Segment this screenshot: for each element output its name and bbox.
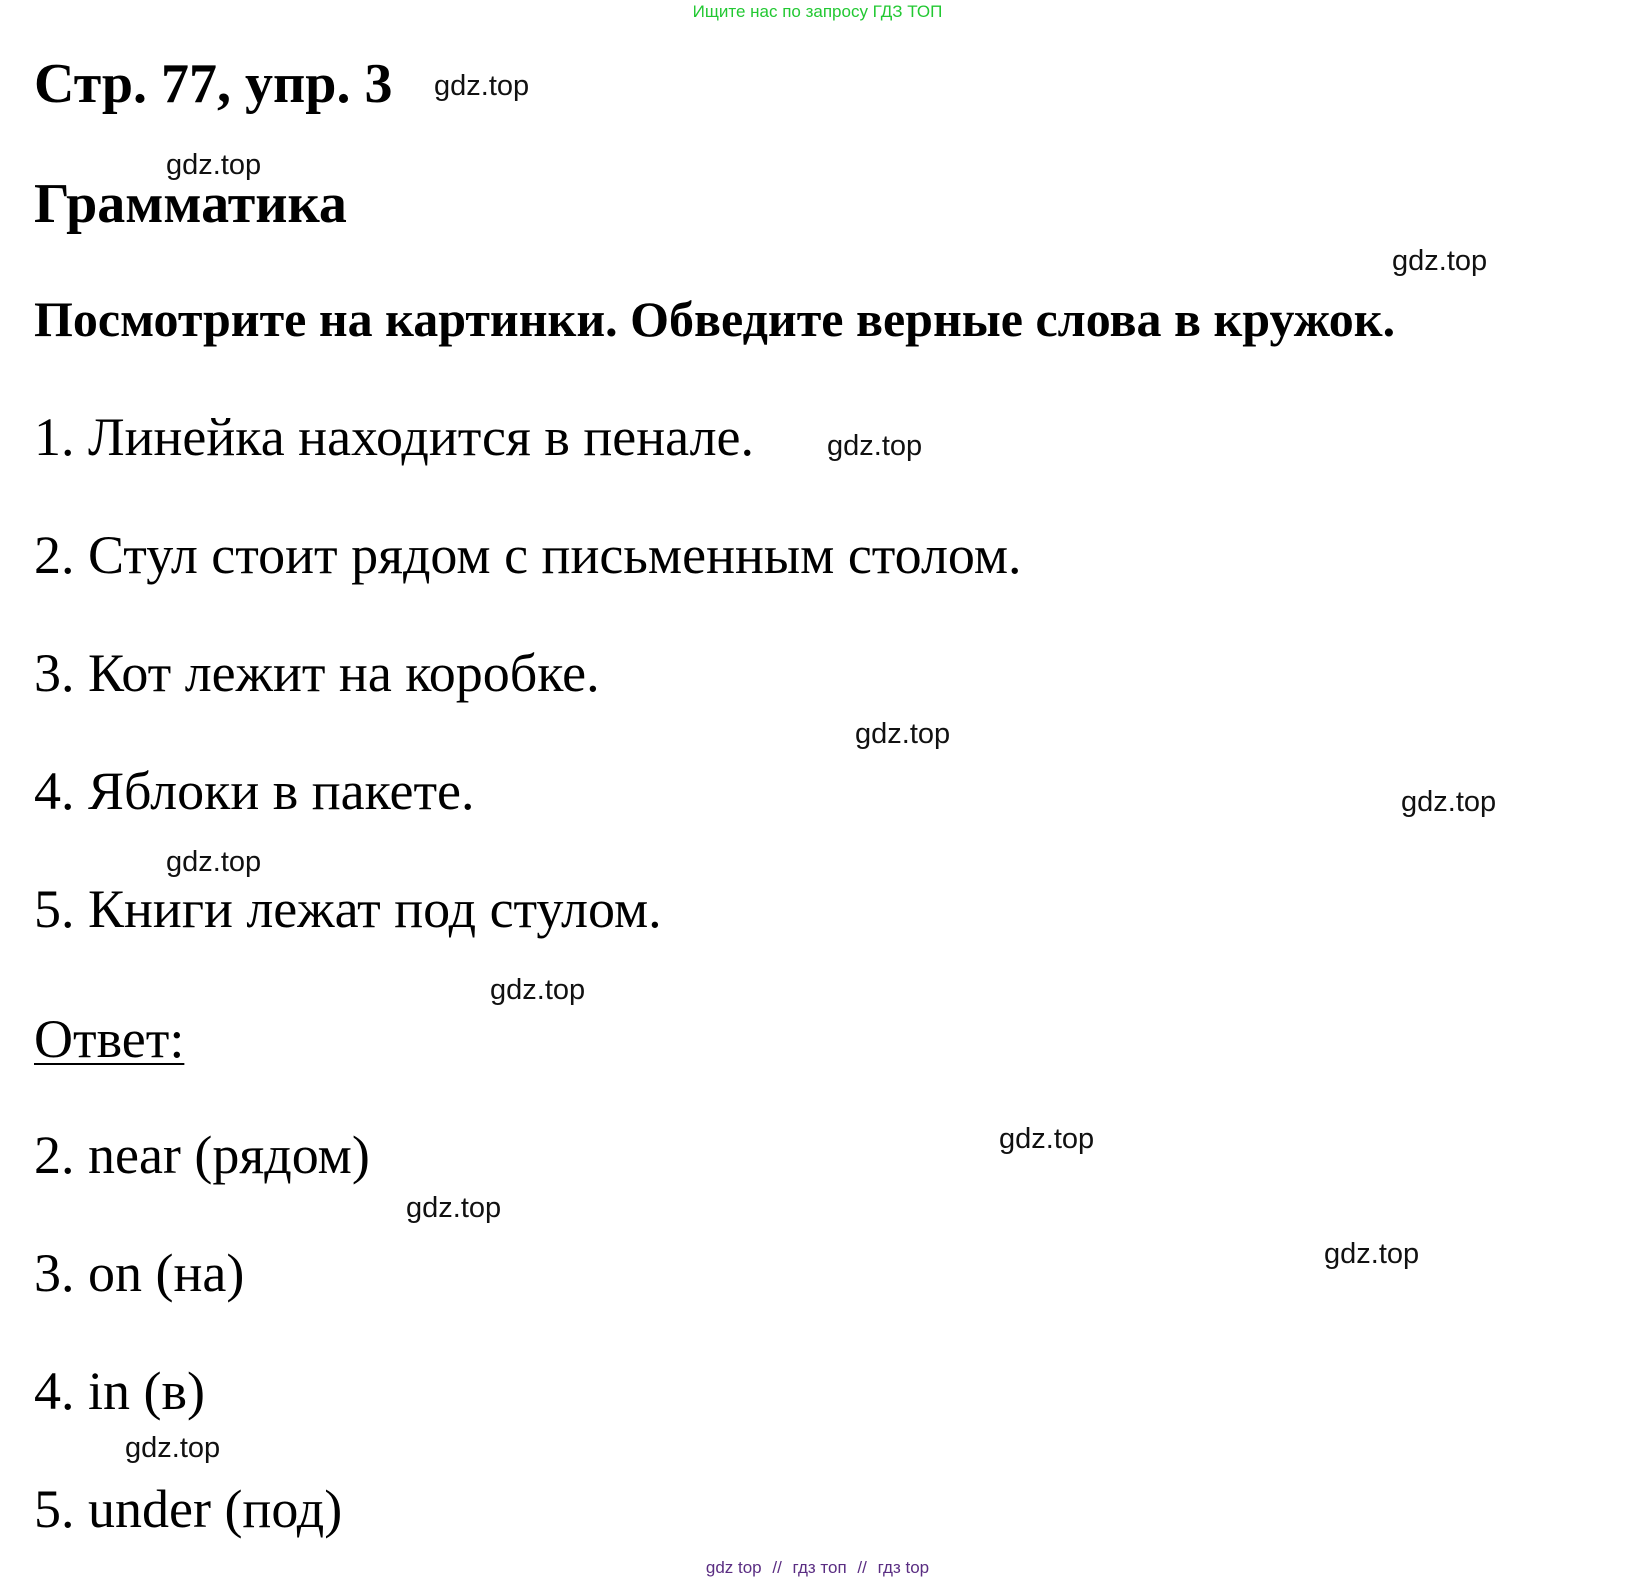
sentence-5: 5. Книги лежат под стулом. [34, 879, 662, 939]
answer-5: 5. under (под) [34, 1479, 343, 1539]
sentence-3: 3. Кот лежит на коробке. [34, 643, 600, 703]
watermark: gdz.top [1392, 245, 1488, 277]
answer-2: 2. near (рядом) [34, 1125, 370, 1185]
footer-middle: гдз топ [792, 1558, 847, 1577]
sentence-4: 4. Яблоки в пакете. [34, 761, 475, 821]
watermark: gdz.top [166, 846, 262, 878]
watermark: gdz.top [166, 149, 262, 181]
sentence-2: 2. Стул стоит рядом с письменным столом. [34, 525, 1022, 585]
top-banner: Ищите нас по запросу ГДЗ ТОП [692, 2, 943, 21]
answer-4: 4. in (в) [34, 1361, 205, 1421]
watermark: gdz.top [125, 1432, 221, 1464]
footer-separator: // [857, 1558, 867, 1577]
footer-separator: // [772, 1558, 782, 1577]
footer-watermark [0, 1558, 1635, 1578]
watermark: gdz.top [999, 1123, 1095, 1155]
watermark: gdz.top [490, 974, 586, 1006]
footer-right: гдз top [877, 1558, 930, 1577]
section-title: Грамматика [34, 173, 347, 235]
page-title: Стр. 77, упр. 3 [34, 53, 393, 115]
watermark: gdz.top [855, 718, 951, 750]
watermark: gdz.top [406, 1192, 502, 1224]
watermark: gdz.top [1401, 786, 1497, 818]
answer-label: Ответ: [34, 1009, 185, 1069]
task-instruction: Посмотрите на картинки. Обведите верные слова в кружок. [34, 291, 1396, 347]
footer-left: gdz top [705, 1558, 762, 1577]
watermark: gdz.top [434, 70, 530, 102]
sentence-1: 1. Линейка находится в пенале. [34, 407, 754, 467]
answer-3: 3. on (на) [34, 1243, 245, 1303]
watermark: gdz.top [827, 430, 923, 462]
watermark: gdz.top [1324, 1238, 1420, 1270]
